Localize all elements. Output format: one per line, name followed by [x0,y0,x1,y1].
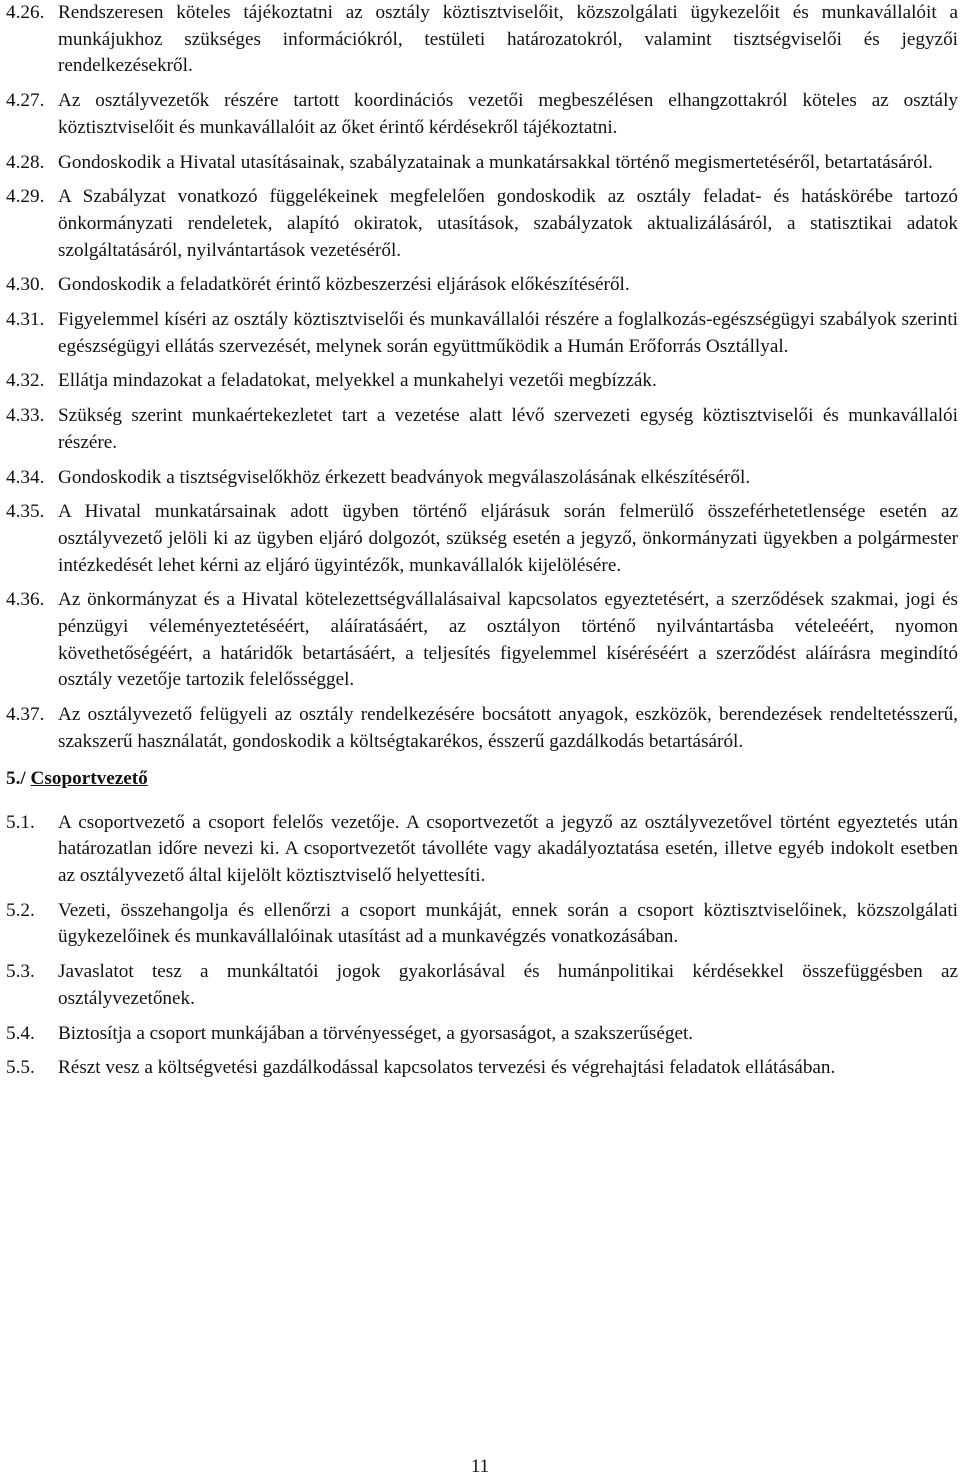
item-text: A Hivatal munkatársainak adott ügyben történő eljárásuk során felmerülő összeférhetetlensége esetén az osztályvezető jelöli ki az ügyben eljáró dolgozót, szükség esetén a jegyző, önkormányzati ügyekben a polgármester intézkedését lehet kérni az eljáró ügyintézők, munkavállalók kijelölésére. [58,501,958,576]
list-item [6,184,958,264]
list-item [6,898,958,951]
item-text: Gondoskodik a tisztségviselőkhöz érkezett beadványok megválaszolásának elkészítéséről. [58,466,751,488]
list-item [6,88,958,141]
item-number: 4.29. [6,186,45,208]
item-text: Gondoskodik a feladatkörét érintő közbeszerzési eljárások előkészítéséről. [58,274,630,296]
list-item [6,0,958,80]
item-number: 5.1. [6,811,35,833]
item-number: 4.30. [6,274,45,296]
list-item [6,702,958,755]
item-text: Részt vesz a költségvetési gazdálkodással kapcsolatos tervezési és végrehajtási feladatok ellátásában. [58,1057,836,1079]
item-number: 4.34. [6,466,45,488]
list-item [6,810,958,890]
list-item [6,499,958,579]
item-number: 4.31. [6,309,45,331]
section-title: Csoportvezető [30,767,148,789]
item-number: 4.26. [6,2,45,23]
item-text: Az osztályvezető felügyeli az osztály rendelkezésére bocsátott anyagok, eszközök, berendezések rendeltetésszerű, szakszerű használatát, gondoskodik a költségtakarékos, ésszerű gazdálkodás betartásáról. [58,704,958,752]
item-text: Gondoskodik a Hivatal utasításainak, szabályzatainak a munkatársakkal történő megismertetéséről, betartatásáról. [58,151,933,173]
item-text: Javaslatot tesz a munkáltatói jogok gyakorlásával és humánpolitikai kérdésekkel összefüggésben az osztályvezetőnek. [58,961,958,1009]
item-number: 4.33. [6,405,45,427]
list-item [6,368,958,395]
item-text: Biztosítja a csoport munkájában a törvényességet, a gyorsaságot, a szakszerűséget. [58,1022,694,1044]
list-item [6,1021,958,1048]
item-number: 4.36. [6,589,45,611]
list-item [6,403,958,456]
item-number: 4.28. [6,151,45,173]
list-item [6,150,958,177]
item-text: A Szabályzat vonatkozó függelékeinek megfelelően gondoskodik az osztály feladat- és hatáskörébe tartozó önkormányzati rendeletek, alapító okiratok, utasítások, szabályzatok aktualizálásáról, a statisztikai adatok szolgáltatásáról, nyilvántartások vezetéséről. [58,186,958,261]
list-item [6,1055,958,1082]
item-text: Vezeti, összehangolja és ellenőrzi a csoport munkáját, ennek során a csoport köztisztviselőinek, közszolgálati ügykezelőinek és munkavállalóinak utasítást ad a munkavégzés vonatkozásában. [58,899,958,948]
item-number: 4.27. [6,90,45,112]
section-number: 5./ [6,767,26,789]
list-item [6,587,958,694]
item-text: Rendszeresen köteles tájékoztatni az osztály köztisztviselőit, közszolgálati ügykezelőit és munkavállalóit a munkájukhoz szükséges információkról, testületi határozatokról, valamint tisztségviselői és jegyzői rendelkezésekről. [58,2,958,77]
list-item [6,272,958,299]
section-heading [6,766,958,792]
item-number: 5.3. [6,961,35,983]
list-item [6,465,958,492]
item-number: 5.5. [6,1057,35,1079]
item-text: A csoportvezető a csoport felelős vezetője. A csoportvezetőt a jegyző az osztályvezetővel történt egyeztetés után határozatlan időre nevezi ki. A csoportvezetőt távolléte vagy akadályoztatása esetén, illetve egyéb indokolt esetben az osztályvezető által kijelölt köztisztviselő helyettesíti. [58,811,958,886]
item-text: Figyelemmel kíséri az osztály köztisztviselői és munkavállalói részére a foglalkozás-egészségügyi szabályok szerinti egészségügyi ellátás szervezését, melynek során együttműködik a Humán Erőforrás Osztállyal. [58,309,958,357]
list-item [6,959,958,1012]
item-number: 5.2. [6,899,35,921]
item-text: Ellátja mindazokat a feladatokat, melyekkel a munkahelyi vezetői megbízzák. [58,370,657,392]
item-text: Az osztályvezetők részére tartott koordinációs vezetői megbeszélésen elhangzottakról köteles az osztály köztisztviselőit és munkavállalóit az őket érintő kérdésekről tájékoztatni. [58,90,958,138]
item-number: 4.35. [6,501,45,523]
item-number: 4.37. [6,704,45,726]
item-text: Az önkormányzat és a Hivatal kötelezettségvállalásaival kapcsolatos egyeztetésért, a szerződések szakmai, jogi és pénzügyi véleményeztetéséért, aláíratásáért, az osztályon történő nyilvántartásba vételeéért, nyomon követhetőségéért, a határidők betartásáért, a teljesítés figyelemmel kíséréséért a szerződést aláírásra megindító osztály vezetője tartozik felelősséggel. [58,589,958,691]
list-item [6,307,958,360]
page-number: 11 [470,1456,490,1477]
document-body [6,0,958,1090]
item-text: Szükség szerint munkaértekezletet tart a vezetése alatt lévő szervezeti egység köztisztviselői és munkavállalói részére. [58,405,958,453]
item-number: 5.4. [6,1022,35,1044]
item-number: 4.32. [6,370,45,392]
